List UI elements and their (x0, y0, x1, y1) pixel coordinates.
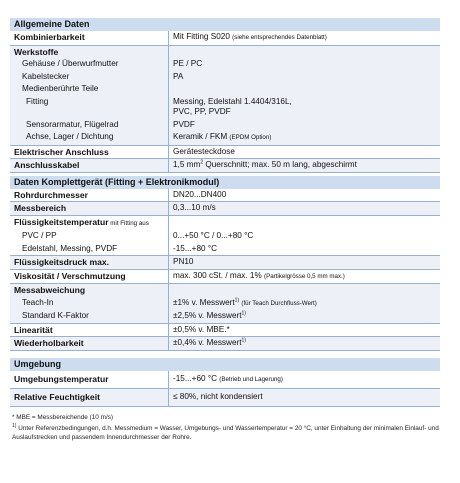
row-temperatur (10, 215, 440, 231)
row-linearitaet (10, 323, 440, 337)
value-note: (siehe entsprechendes Datenblatt) (232, 34, 327, 41)
value-text: ±1% v. Messwert (173, 297, 235, 307)
label-achse: Achse, Lager / Dichtung (26, 132, 114, 141)
label-werkstoffe: Werkstoffe (14, 46, 59, 57)
value-note: (Partikelgrösse 0,5 mm max.) (264, 272, 345, 280)
value-note: (Betrieb und Lagerung) (219, 375, 283, 383)
value-kombinierbarkeit (168, 31, 440, 45)
label-abweichung: Messabweichung (14, 285, 86, 295)
section-header-general: Allgemeine Daten (10, 18, 440, 31)
value-teach (168, 297, 440, 311)
label-umgebungstemperatur: Umgebungstemperatur (14, 373, 109, 384)
value-fitting (168, 96, 440, 119)
label-gehaeuse: Gehäuse / Überwurfmutter (22, 59, 119, 68)
label-wiederholbarkeit: Wiederholbarkeit (14, 338, 84, 348)
label-temperatur (10, 216, 168, 231)
label-teach: Teach-In (22, 297, 54, 307)
row-elektrisch (10, 145, 440, 159)
label-feuchtigkeit: Relative Feuchtigkeit (14, 392, 100, 402)
value-messbereich: 0,3...10 m/s (168, 202, 440, 215)
value-text: ±2,5% v. Messwert (173, 311, 242, 320)
section-header-environment: Umgebung (10, 358, 440, 371)
value-text: -15...+60 °C (173, 373, 218, 383)
superscript: 1) (241, 337, 246, 344)
value-viskositaet (168, 270, 440, 284)
row-pvc (10, 230, 440, 243)
datasheet (10, 18, 440, 442)
value-pvc: 0...+50 °C / 0...+80 °C (168, 230, 440, 243)
section-header-complete: Daten Komplettgerät (Fitting + Elektronikmodul) (10, 176, 440, 189)
value-achse (168, 131, 440, 145)
label-note: mit Fitting aus (108, 219, 149, 227)
value-text: Keramik / FKM (173, 132, 228, 141)
value-fitting-line1: Messing, Edelstahl 1.4404/316L, (173, 96, 292, 106)
row-kabelstecker (10, 71, 440, 84)
value-text: ±0,4% v. Messwert (173, 338, 242, 347)
value-wiederholbarkeit (168, 337, 440, 350)
row-werkstoffe (10, 45, 440, 59)
value-kfaktor (168, 310, 440, 323)
row-abweichung (10, 283, 440, 297)
row-druck (10, 255, 440, 269)
footnote-text: Unter Referenzbedingungen, d.h. Messmedium = Wasser, Umgebungs- und Wassertemperatur = 20 °C, unter Einhaltung der minimalen Einlauf- und Auslaufstrecken und passendem Innendurchmesser der Rohre. (12, 424, 439, 441)
row-kfaktor (10, 310, 440, 323)
value-linearitaet: ±0,5% v. MBE.* (168, 324, 440, 337)
row-teach (10, 297, 440, 311)
row-anschlusskabel (10, 158, 440, 173)
label-sensor: Sensorarmatur, Flügelrad (26, 119, 119, 129)
footnote-mbe: * MBE = Messbereichende (10 m/s) (12, 413, 114, 421)
label-pvc: PVC / PP (22, 231, 57, 240)
value-empty (168, 284, 440, 297)
value-text: Mit Fitting S020 (173, 32, 230, 41)
value-fitting-line2: PVC, PP, PVDF (173, 107, 231, 116)
superscript: 1) (234, 296, 240, 303)
label-messbereich: Messbereich (14, 203, 67, 213)
row-medien (10, 83, 440, 96)
row-kombinierbarkeit (10, 31, 440, 45)
value-note: (EPDM Option) (229, 134, 272, 141)
row-gehaeuse (10, 58, 440, 71)
label-linearitaet: Linearität (14, 324, 53, 335)
label-anschlusskabel: Anschlusskabel (14, 160, 80, 170)
row-achse (10, 131, 440, 145)
label-viskositaet: Viskosität / Verschmutzung (14, 270, 126, 281)
row-rohr (10, 189, 440, 202)
value-note: (für Teach Durchfluss-Wert) (241, 299, 317, 307)
row-fitting (10, 96, 440, 119)
row-umgebungstemperatur (10, 371, 440, 389)
value-elektrisch: Gerätesteckdose (168, 146, 440, 159)
value-feuchtigkeit: ≤ 80%, nicht kondensiert (168, 389, 440, 406)
superscript: 1) (12, 422, 17, 429)
label-rohr: Rohrdurchmesser (14, 189, 89, 200)
value-gehaeuse: PE / PC (168, 58, 440, 71)
label-edelstahl: Edelstahl, Messing, PVDF (22, 243, 118, 253)
superscript: 2 (200, 159, 204, 166)
label-kabelstecker: Kabelstecker (22, 71, 70, 81)
label-medien: Medienberührte Teile (22, 84, 99, 93)
value-empty (168, 46, 440, 59)
value-anschlusskabel (168, 159, 440, 172)
row-wiederholbarkeit (10, 336, 440, 351)
label-fitting: Fitting (26, 96, 49, 106)
value-edelstahl: -15...+80 °C (168, 243, 440, 256)
label-kombinierbarkeit: Kombinierbarkeit (14, 32, 85, 42)
value-text: max. 300 cSt. / max. 1% (173, 270, 262, 280)
value-text: 1,5 mm (173, 160, 201, 169)
footnote-reference (10, 424, 440, 442)
superscript: 1) (241, 310, 246, 317)
value-druck: PN10 (168, 256, 440, 269)
value-text-2: Querschnitt; max. 50 m lang, abgeschirmt (203, 160, 357, 169)
value-rohr: DN20...DN400 (168, 189, 440, 202)
value-kabelstecker: PA (168, 71, 440, 84)
value-sensor: PVDF (168, 119, 440, 132)
label-druck: Flüssigkeitsdruck max. (14, 257, 110, 267)
row-messbereich (10, 201, 440, 215)
row-viskositaet (10, 269, 440, 284)
value-empty (168, 216, 440, 231)
label-text: Flüssigkeitstemperatur (14, 216, 109, 227)
value-umgebungstemperatur (168, 371, 440, 389)
label-kfaktor: Standard K-Faktor (22, 311, 89, 320)
row-sensor (10, 119, 440, 132)
value-empty (168, 83, 440, 96)
row-feuchtigkeit (10, 388, 440, 407)
row-edelstahl (10, 243, 440, 256)
label-elektrisch: Elektrischer Anschluss (14, 146, 109, 157)
